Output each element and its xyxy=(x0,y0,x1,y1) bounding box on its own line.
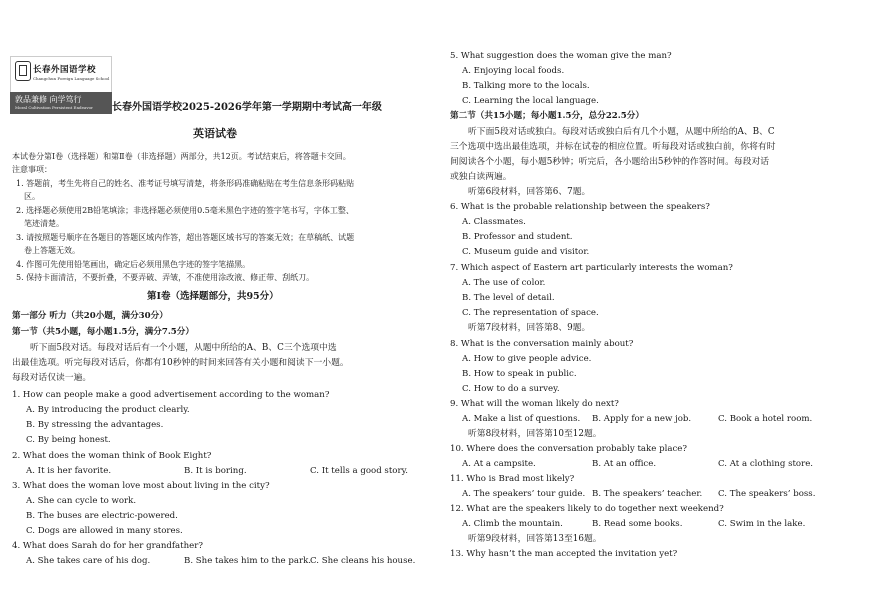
notice-item: 5. 保持卡面清洁，不要折叠，不要弄破、弄皱，不准使用涂改液、修正带、刮纸刀。 xyxy=(16,273,315,282)
question-4-option-a: A. She takes care of his dog. xyxy=(26,556,151,566)
question-7-option-b: B. The level of detail. xyxy=(462,293,555,303)
question-12: 12. What are the speakers likely to do together next weekend? xyxy=(450,504,724,514)
question-5-option-a: A. Enjoying local foods. xyxy=(462,66,565,76)
school-logo xyxy=(10,56,110,114)
question-7: 7. Which aspect of Eastern art particularly interests the woman? xyxy=(450,263,733,273)
question-2-option-b: B. It is boring. xyxy=(184,466,247,476)
material-6-instruction: 听第6段材料，回答第6、7题。 xyxy=(468,187,591,197)
section-one-heading: 第一节（共5小题，每小题1.5分，满分7.5分） xyxy=(12,327,194,337)
question-7-option-a: A. The use of color. xyxy=(462,278,546,288)
question-8-option-b: B. How to speak in public. xyxy=(462,369,577,379)
instructions-intro: 本试卷分第Ⅰ卷（选择题）和第Ⅱ卷（非选择题）两部分，共12页。考试结束后，将答题卡交回。 xyxy=(12,152,351,161)
question-11-option-a: A. The speakers’ tour guide. xyxy=(462,489,586,499)
logo-school-name-en: Changchun Foreign Language School xyxy=(33,76,110,81)
material-8-instruction: 听第8段材料，回答第10至12题。 xyxy=(468,429,602,439)
question-1-option-b: B. By stressing the advantages. xyxy=(26,420,164,430)
question-8-option-a: A. How to give people advice. xyxy=(462,354,592,364)
question-12-option-b: B. Read some books. xyxy=(592,519,683,529)
notice-title: 注意事项： xyxy=(12,165,52,174)
question-12-option-a: A. Climb the mountain. xyxy=(462,519,563,529)
question-4-option-c: C. She cleans his house. xyxy=(310,556,416,566)
question-5-option-b: B. Talking more to the locals. xyxy=(462,81,590,91)
question-6: 6. What is the probable relationship between the speakers? xyxy=(450,202,710,212)
notice-item: 2. 选择题必须使用2B铅笔填涂；非选择题必须使用0.5毫米黑色字迹的签字笔书写，字体工整、 xyxy=(16,206,354,215)
question-8: 8. What is the conversation mainly about? xyxy=(450,339,634,349)
question-4: 4. What does Sarah do for her grandfather? xyxy=(12,541,203,551)
section-two-heading: 第二节（共15小题；每小题1.5分，总分22.5分） xyxy=(450,111,644,121)
question-1-option-c: C. By being honest. xyxy=(26,435,111,445)
question-2-option-a: A. It is her favorite. xyxy=(26,466,112,476)
question-5: 5. What suggestion does the woman give the man? xyxy=(450,51,672,61)
question-5-option-c: C. Learning the local language. xyxy=(462,96,599,106)
question-13: 13. Why hasn’t the man accepted the invitation yet? xyxy=(450,549,678,559)
question-3-option-a: A. She can cycle to work. xyxy=(26,496,137,506)
exam-title: 长春外国语学校2025-2026学年第一学期期中考试高一年级 xyxy=(112,102,382,113)
question-3-option-c: C. Dogs are allowed in many stores. xyxy=(26,526,183,536)
question-10: 10. Where does the conversation probably take place? xyxy=(450,444,687,454)
question-9-option-a: A. Make a list of questions. xyxy=(462,414,581,424)
question-12-option-c: C. Swim in the lake. xyxy=(718,519,806,529)
question-11-option-b: B. The speakers’ teacher. xyxy=(592,489,703,499)
question-9-option-c: C. Book a hotel room. xyxy=(718,414,813,424)
question-7-option-c: C. The representation of space. xyxy=(462,308,599,318)
material-7-instruction: 听第7段材料，回答第8、9题。 xyxy=(468,323,591,333)
notice-item: 4. 作图可先使用铅笔画出，确定后必须用黑色字迹的签字笔描黑。 xyxy=(16,260,251,269)
question-3-option-b: B. The buses are electric-powered. xyxy=(26,511,178,521)
section-two-directions: 三个选项中选出最佳选项，并标在试卷的相应位置。听每段对话或独白前，你将有时 xyxy=(450,142,776,152)
question-1-option-a: A. By introducing the product clearly. xyxy=(26,405,190,415)
section-one-directions: 出最佳选项。听完每段对话后，你都有10秒钟的时间来回答有关小题和阅读下一小题。 xyxy=(12,358,349,368)
question-4-option-b: B. She takes him to the park. xyxy=(184,556,312,566)
section-one-directions: 听下面5段对话。每段对话后有一个小题，从题中所给的A、B、C三个选项中选 xyxy=(30,343,337,353)
notice-item: 1. 答题前，考生先将自己的姓名、准考证号填写清楚，将条形码准确粘贴在考生信息条形码粘贴 xyxy=(16,179,355,188)
question-6-option-b: B. Professor and student. xyxy=(462,232,573,242)
question-8-option-c: C. How to do a survey. xyxy=(462,384,560,394)
exam-subtitle: 英语试卷 xyxy=(193,127,237,140)
question-6-option-c: C. Museum guide and visitor. xyxy=(462,247,590,257)
notice-item: 区。 xyxy=(24,192,40,201)
logo-motto-band xyxy=(10,92,112,114)
school-emblem-icon xyxy=(15,61,31,81)
part-one-heading: 第一部分 听力（共20小题，满分30分） xyxy=(12,311,168,321)
question-10-option-b: B. At an office. xyxy=(592,459,657,469)
question-10-option-a: A. At a campsite. xyxy=(462,459,536,469)
question-11-option-c: C. The speakers’ boss. xyxy=(718,489,816,499)
question-2-option-c: C. It tells a good story. xyxy=(310,466,409,476)
material-9-instruction: 听第9段材料，回答第13至16题。 xyxy=(468,534,602,544)
logo-school-name: 长春外国语学校 xyxy=(33,65,97,75)
section-two-directions: 听下面5段对话或独白。每段对话或独白后有几个小题，从题中所给的A、B、C xyxy=(468,127,775,137)
question-2: 2. What does the woman think of Book Eight? xyxy=(12,451,212,461)
question-9: 9. What will the woman likely do next? xyxy=(450,399,619,409)
notice-item: 笔迹清楚。 xyxy=(24,219,64,228)
notice-item: 3. 请按照题号顺序在各题目的答题区域内作答，超出答题区域书写的答案无效；在草稿纸、试题 xyxy=(16,233,355,242)
question-10-option-c: C. At a clothing store. xyxy=(718,459,814,469)
logo-top-panel xyxy=(10,56,112,94)
logo-motto: 敦品兼修 向学笃行 xyxy=(15,95,82,104)
notice-item: 卷上答题无效。 xyxy=(24,246,80,255)
question-6-option-a: A. Classmates. xyxy=(462,217,526,227)
section-one-directions: 每段对话仅读一遍。 xyxy=(12,373,92,383)
question-11: 11. Who is Brad most likely? xyxy=(450,474,575,484)
volume-one-title: 第Ⅰ卷（选择题部分，共95分） xyxy=(147,291,279,302)
section-two-directions: 或独白读两遍。 xyxy=(450,172,512,182)
section-two-directions: 间阅读各个小题，每小题5秒钟；听完后，各小题给出5秒钟的作答时间。每段对话 xyxy=(450,157,770,167)
question-9-option-b: B. Apply for a new job. xyxy=(592,414,692,424)
question-3: 3. What does the woman love most about living in the city? xyxy=(12,481,270,491)
question-1: 1. How can people make a good advertisement according to the woman? xyxy=(12,390,330,400)
logo-motto-en: Moral Cultivation Persistent Endeavor xyxy=(15,105,93,110)
